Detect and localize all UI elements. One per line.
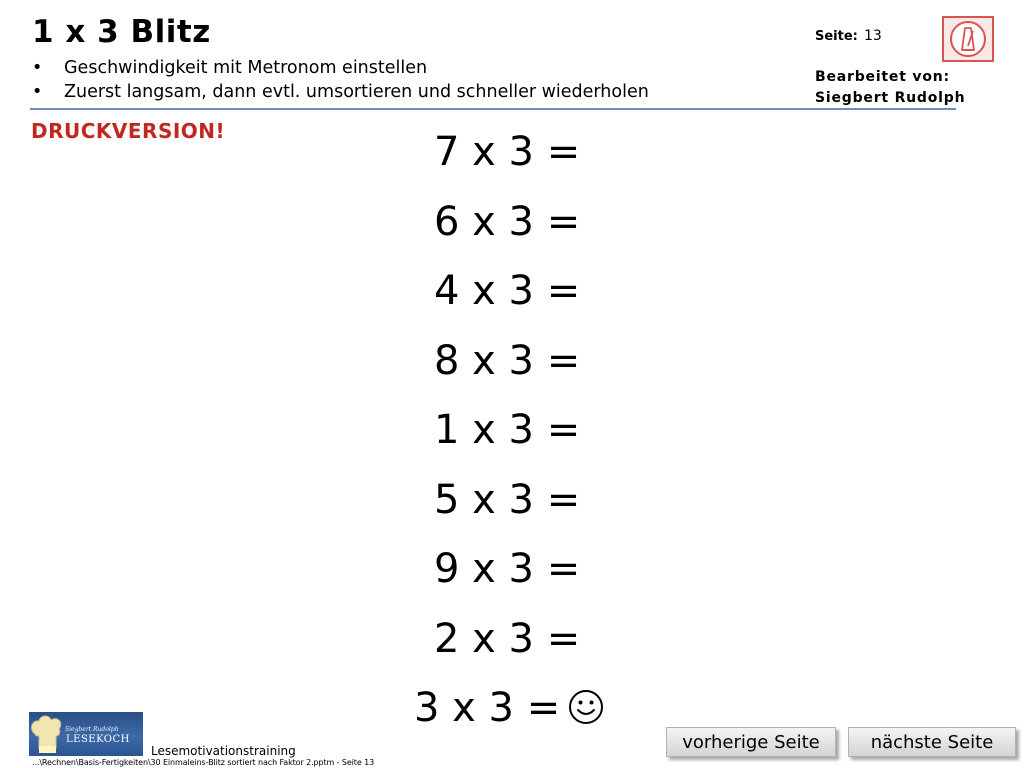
instruction-list bbox=[32, 56, 649, 104]
instruction-item bbox=[32, 56, 649, 80]
task-row bbox=[380, 192, 640, 262]
task-text: 7 x 3 = bbox=[434, 129, 581, 175]
bullet-icon: • bbox=[32, 82, 43, 102]
task-text: 2 x 3 = bbox=[434, 615, 581, 662]
editor-info bbox=[815, 67, 965, 109]
header-divider bbox=[30, 108, 956, 110]
instruction-item bbox=[32, 80, 649, 104]
chef-hat-icon bbox=[29, 712, 65, 756]
task-row bbox=[380, 470, 640, 540]
page-label: Seite: bbox=[815, 29, 858, 44]
task-text: 1 x 3 = bbox=[434, 407, 581, 453]
task-row bbox=[380, 331, 640, 401]
editor-label: Bearbeitet von: bbox=[815, 69, 950, 85]
logo-author: Siegbert Rudolph bbox=[65, 726, 119, 733]
page-number: 13 bbox=[864, 28, 882, 44]
previous-page-button[interactable]: vorherige Seite bbox=[666, 727, 836, 757]
metronome-icon bbox=[948, 20, 988, 58]
task-text: 5 x 3 = bbox=[434, 476, 581, 523]
instruction-text: Zuerst langsam, dann evtl. umsortieren und schneller wiederholen bbox=[64, 82, 649, 102]
logo-brand: LESEKOCH bbox=[66, 734, 130, 745]
task-row bbox=[380, 122, 640, 192]
task-row bbox=[380, 539, 640, 609]
metronome-button[interactable] bbox=[942, 16, 994, 62]
tagline: Lesemotivationstraining bbox=[151, 744, 296, 758]
task-row bbox=[380, 261, 640, 331]
next-page-button[interactable]: nächste Seite bbox=[848, 727, 1016, 757]
smiley-icon bbox=[568, 689, 604, 725]
lesekoch-logo bbox=[29, 712, 143, 756]
task-row bbox=[380, 400, 640, 470]
instruction-text: Geschwindigkeit mit Metronom einstellen bbox=[64, 58, 428, 78]
task-list bbox=[380, 122, 640, 748]
task-text: 9 x 3 = bbox=[434, 546, 581, 592]
print-version-label: DRUCKVERSION! bbox=[31, 119, 226, 143]
task-last bbox=[414, 678, 604, 738]
task-row bbox=[380, 678, 640, 748]
task-row bbox=[380, 609, 640, 679]
page-title: 1 x 3 Blitz bbox=[32, 14, 211, 50]
file-path: ...\Rechnen\Basis-Fertigkeiten\30 Einmaleins-Blitz sortiert nach Faktor 2.pptm - Seite 13 bbox=[32, 758, 375, 767]
editor-name: Siegbert Rudolph bbox=[815, 90, 966, 106]
task-text: 3 x 3 = bbox=[414, 685, 561, 731]
bullet-icon: • bbox=[32, 58, 43, 78]
task-text: 4 x 3 = bbox=[434, 268, 581, 314]
task-text: 6 x 3 = bbox=[434, 198, 581, 245]
task-text: 8 x 3 = bbox=[434, 337, 581, 384]
